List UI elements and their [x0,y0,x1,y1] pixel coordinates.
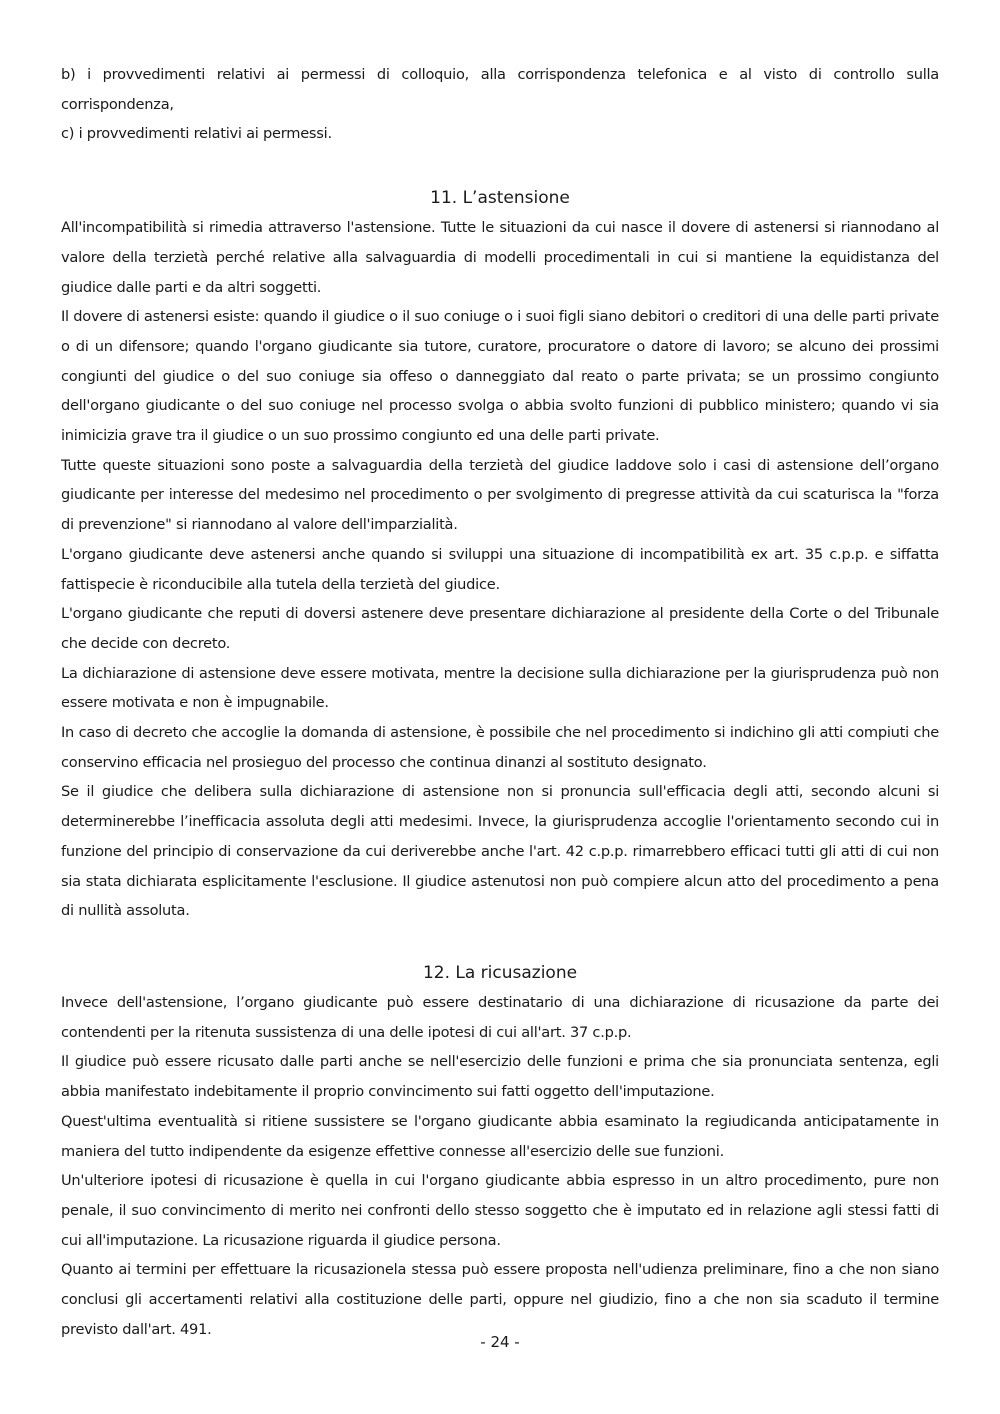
intro-line-b: b) i provvedimenti relativi ai permessi di colloquio, alla corrispondenza telefonica e al visto di controllo sulla corrispondenza, [61,66,939,113]
intro-line-c: c) i provvedimenti relativi ai permessi. [61,125,332,143]
s11-paragraph-5: L'organo giudicante che reputi di doversi astenere deve presentare dichiarazione al presidente della Corte o del Tribunale che decide con decreto. [61,605,939,652]
section-11-heading: 11. L’astensione [430,188,570,209]
s11-paragraph-3: Tutte queste situazioni sono poste a salvaguardia della terzietà del giudice laddove solo i casi di astensione dell’organo giudicante per interesse del medesimo nel procedimento o per svolgimento di pregresse attività da cui scaturisca la "forza di prevenzione" si riannodano al valore dell'imparzialità. [61,456,939,534]
s11-paragraph-6: La dichiarazione di astensione deve essere motivata, mentre la decisione sulla dichiarazione per la giurisprudenza può non essere motivata e non è impugnabile. [61,664,939,712]
s11-paragraph-7: In caso di decreto che accoglie la domanda di astensione, è possibile che nel procedimento si indichino gli atti compiuti che conservino efficacia nel prosieguo del processo che continua dinanzi al sostituto designato. [61,724,939,771]
s12-paragraph-1: Invece dell'astensione, l’organo giudicante può essere destinatario di una dichiarazione di ricusazione da parte dei contendenti per la ritenuta sussistenza di una delle ipotesi di cui all'art. 37 c.p.p. [61,993,939,1041]
s12-paragraph-5: Quanto ai termini per effettuare la ricusazionela stessa può essere proposta nell'udienza preliminare, fino a che non siano conclusi gli accertamenti relativi alla costituzione delle parti, oppure nel giudizio, fino a che non sia scaduto il termine previsto dall'art. 491. [61,1261,939,1338]
s11-paragraph-8: Se il giudice che delibera sulla dichiarazione di astensione non si pronuncia sull'efficacia degli atti, secondo alcuni si determinerebbe l’inefficacia assoluta degli atti medesimi. Invece, la giurisprudenza accoglie l'orientamento secondo cui in funzione del principio di conservazione da cui deriverebbe anche l'art. 42 c.p.p. rimarrebbero efficaci tutti gli atti di cui non sia stata dichiarata esplicitamente l'esclusione. Il giudice astenutosi non può compiere alcun atto del procedimento a pena di nullità assoluta. [61,783,939,920]
s12-paragraph-2: Il giudice può essere ricusato dalle parti anche se nell'esercizio delle funzioni e prima che sia pronunciata sentenza, egli abbia manifestato indebitamente il proprio convincimento sui fatti oggetto dell'imputazione. [61,1053,939,1101]
s11-paragraph-1: All'incompatibilità si rimedia attraverso l'astensione. Tutte le situazioni da cui nasce il dovere di astenersi si riannodano al valore della terzietà perché relative alla salvaguardia di modelli procedimentali in cui si mantiene la equidistanza del giudice dalle parti e da altri soggetti. [61,219,939,296]
page-number: - 24 - [480,1333,520,1351]
page-body [61,60,939,1344]
s12-paragraph-4: Un'ulteriore ipotesi di ricusazione è quella in cui l'organo giudicante abbia espresso in un altro procedimento, pure non penale, il suo convincimento di merito nei confronti dello stesso soggetto che è imputato ed in relazione agli stessi fatti di cui all'imputazione. La ricusazione riguarda il giudice persona. [61,1172,939,1249]
s12-paragraph-3: Quest'ultima eventualità si ritiene sussistere se l'organo giudicante abbia esaminato la regiudicanda anticipatamente in maniera del tutto indipendente da esigenze effettive connesse all'esercizio delle sue funzioni. [61,1112,939,1160]
s11-paragraph-2: Il dovere di astenersi esiste: quando il giudice o il suo coniuge o i suoi figli siano debitori o creditori di una delle parti private o di un difensore; quando l'organo giudicante sia tutore, curatore, procuratore o datore di lavoro; se alcuno dei prossimi congiunti del giudice o del suo coniuge sia offeso o danneggiato dal reato o parte privata; se un prossimo congiunto dell'organo giudicante o del suo coniuge nel processo svolga o abbia svolto funzioni di pubblico ministero; quando vi sia inimicizia grave tra il giudice o un suo prossimo congiunto ed una delle parti private. [61,308,939,445]
section-12-heading: 12. La ricusazione [422,962,578,983]
s11-paragraph-4: L'organo giudicante deve astenersi anche quando si sviluppi una situazione di incompatibilità ex art. 35 c.p.p. e siffatta fattispecie è riconducibile alla tutela della terzietà del giudice. [61,545,939,593]
